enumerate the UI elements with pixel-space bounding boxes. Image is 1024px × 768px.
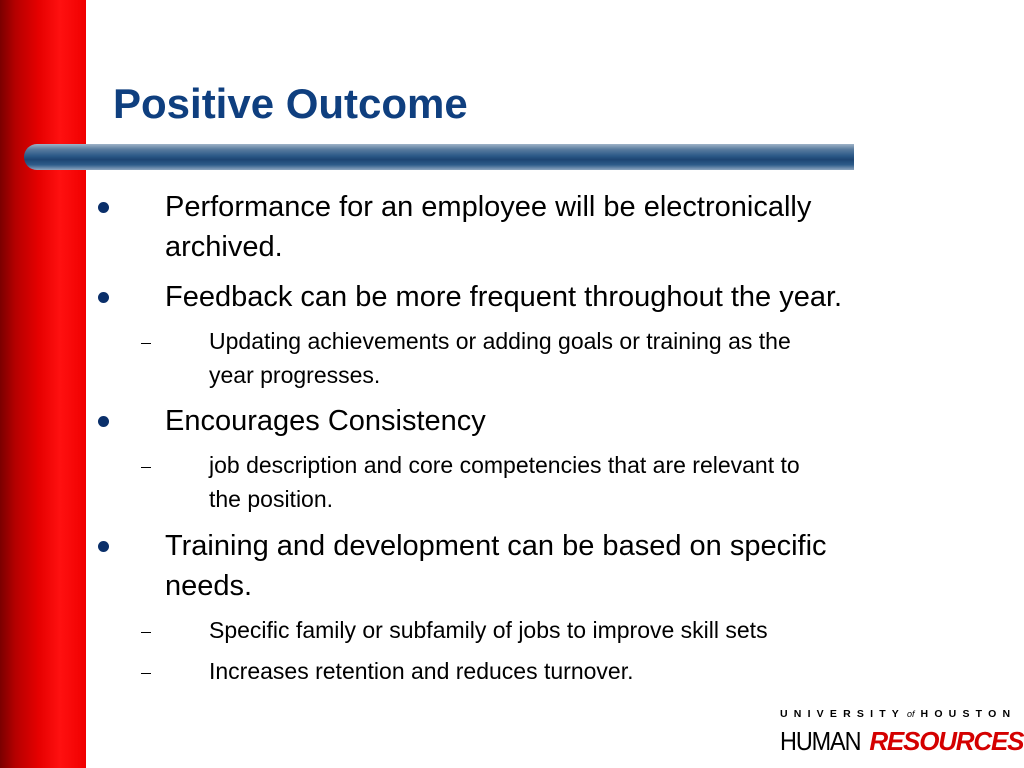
- sub-bullet-line: the position.: [209, 486, 334, 512]
- dash-marker: [141, 343, 151, 344]
- dash-marker: [141, 632, 151, 633]
- bullet-line: Training and development can be based on specific: [165, 530, 827, 562]
- bullet-dot: [98, 416, 109, 427]
- logo-houston-text: HOUSTON: [920, 708, 1017, 720]
- logo-of-text: of: [907, 709, 915, 719]
- bullet-dot: [98, 202, 109, 213]
- logo-human-text: HUMAN: [780, 726, 861, 756]
- logo-resources-text: RESOURCES: [869, 726, 1024, 756]
- sub-bullet-text: [209, 654, 954, 688]
- sub-bullet-line: Specific family or subfamily of jobs to improve skill sets: [209, 617, 768, 643]
- sub-bullet-text: [209, 613, 954, 647]
- bullet-text: [165, 401, 955, 441]
- bullet-line: Encourages Consistency: [165, 405, 486, 437]
- bullet-text: [165, 187, 955, 267]
- sub-bullet-line: Increases retention and reduces turnover.: [209, 658, 634, 684]
- dash-marker: [141, 673, 151, 674]
- bullet-line: archived.: [165, 231, 283, 263]
- bullet-line: Feedback can be more frequent throughout the year.: [165, 281, 843, 313]
- dash-marker: [141, 467, 151, 468]
- sub-bullet-line: year progresses.: [209, 362, 381, 388]
- sub-bullet-text: [209, 324, 954, 392]
- bullet-text: [165, 526, 955, 606]
- logo-university-text: UNIVERSITY: [780, 708, 906, 720]
- sub-bullet-line: job description and core competencies that are relevant to: [209, 452, 800, 478]
- sub-bullet-text: [209, 448, 954, 516]
- bullet-dot: [98, 292, 109, 303]
- university-logo: [780, 708, 1024, 758]
- logo-department-line: [780, 726, 1023, 756]
- bullet-line: Performance for an employee will be electronically: [165, 191, 812, 223]
- bullet-dot: [98, 541, 109, 552]
- bullet-line: needs.: [165, 570, 253, 602]
- logo-university-line: [780, 708, 1017, 720]
- sub-bullet-line: Updating achievements or adding goals or training as the: [209, 328, 791, 354]
- slide-title: Positive Outcome: [113, 80, 468, 127]
- bullet-text: [165, 277, 955, 317]
